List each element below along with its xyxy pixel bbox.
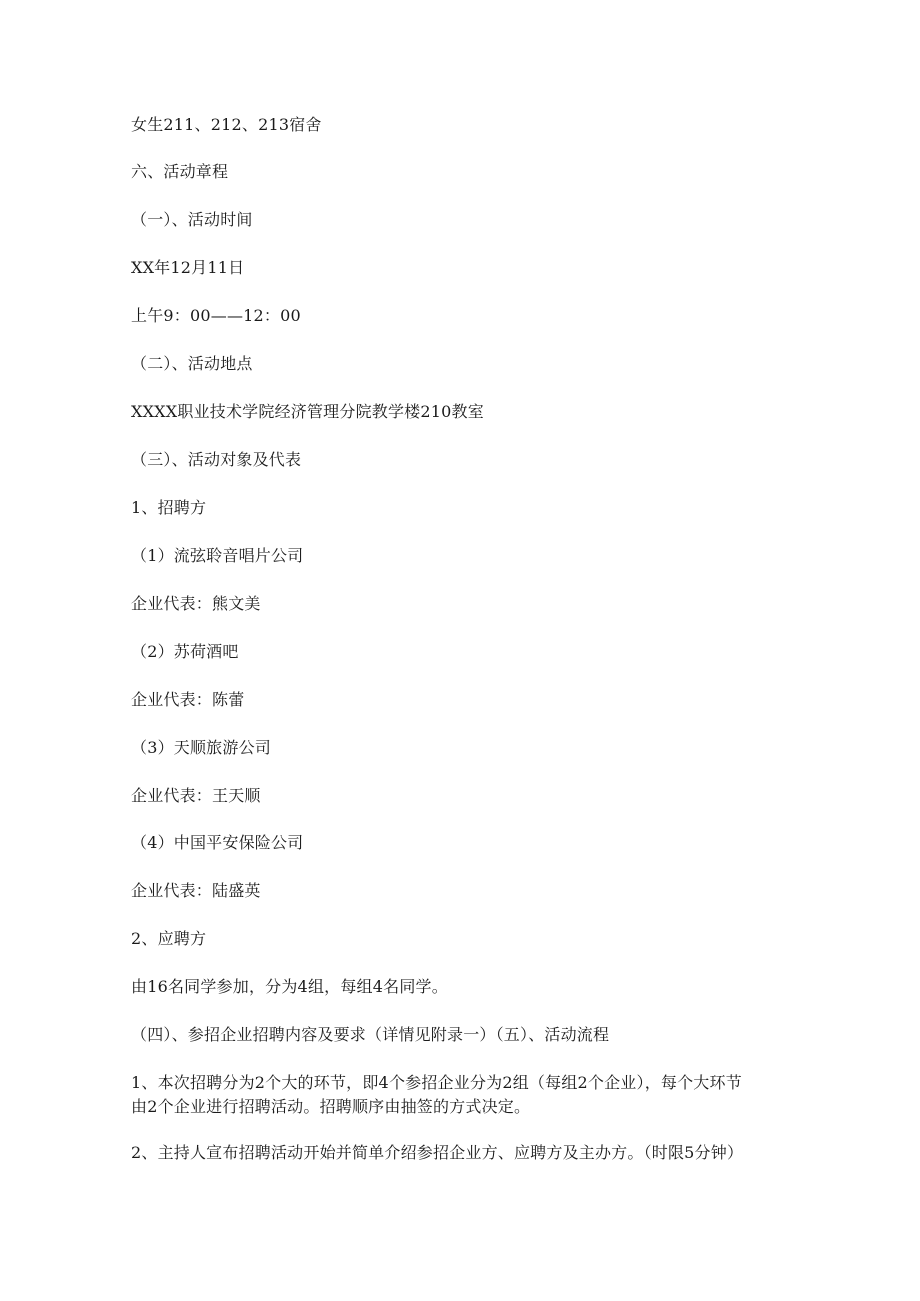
text-line: 企业代表：陈蕾 xyxy=(131,690,245,709)
text-line: XX年12月11日 xyxy=(131,258,245,277)
subsection-heading: （二）、活动地点 xyxy=(131,354,253,373)
text-line: 企业代表：陆盛英 xyxy=(131,881,261,900)
paragraph-line: 1、本次招聘分为2个大的环节，即4个参招企业分为2组（每组2个企业），每个大环节 xyxy=(131,1073,742,1092)
text-line: XXXX职业技术学院经济管理分院教学楼210教室 xyxy=(131,402,484,421)
text-line: 企业代表：王天顺 xyxy=(131,786,261,805)
paragraph-line: 2、主持人宣布招聘活动开始并简单介绍参招企业方、应聘方及主办方。（时限5分钟） xyxy=(131,1143,744,1162)
list-heading: 2、应聘方 xyxy=(131,929,207,948)
paragraph-line: 由2个企业进行招聘活动。招聘顺序由抽签的方式决定。 xyxy=(131,1097,531,1116)
list-heading: 1、招聘方 xyxy=(131,498,207,517)
subsection-heading: （一）、活动时间 xyxy=(131,210,253,229)
list-item: （3）天顺旅游公司 xyxy=(131,738,271,757)
text-line: 由16名同学参加，分为4组，每组4名同学。 xyxy=(131,977,448,996)
list-item: （1）流弦聆音唱片公司 xyxy=(131,546,304,565)
list-item: （4）中国平安保险公司 xyxy=(131,833,304,852)
text-line: 上午9：00——12：00 xyxy=(131,306,301,325)
subsection-heading: （三）、活动对象及代表 xyxy=(131,450,302,469)
text-line: 企业代表：熊文美 xyxy=(131,594,261,613)
text-line: 女生211、212、213宿舍 xyxy=(131,115,322,134)
subsection-heading: （四）、参招企业招聘内容及要求（详情见附录一）（五）、活动流程 xyxy=(131,1025,610,1044)
section-heading: 六、活动章程 xyxy=(131,162,229,181)
list-item: （2）苏荷酒吧 xyxy=(131,642,239,661)
